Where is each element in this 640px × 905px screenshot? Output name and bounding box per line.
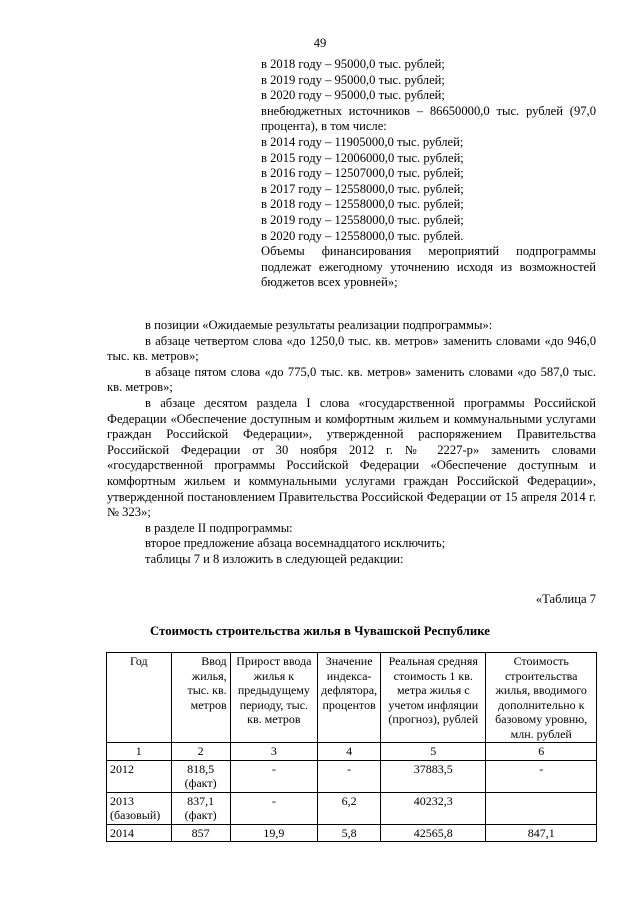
cell-deflator: 6,2 (318, 792, 381, 824)
cell-deflator: - (318, 760, 381, 792)
column-number: 4 (318, 743, 381, 761)
page-number: 49 (313, 36, 327, 50)
body-text (107, 318, 596, 568)
cell-construction-cost: - (486, 760, 597, 792)
body-paragraph: таблицы 7 и 8 изложить в следующей редакции: (145, 551, 404, 566)
volumes-note: Объемы финансирования мероприятий подпрограммы подлежат ежегодному уточнению исходя из возможностей бюджетов всех уровней»; (261, 244, 596, 290)
body-paragraph: в позиции «Ожидаемые результаты реализации подпрограммы»: (145, 318, 493, 332)
cell-housing-input: 857 (171, 824, 230, 842)
financing-line: в 2020 году – 95000,0 тыс. рублей; (261, 88, 445, 103)
cell-housing-input: 818,5 (факт) (171, 760, 230, 792)
extrabudget-line: в 2014 году – 11905000,0 тыс. рублей; (261, 134, 464, 149)
body-paragraph: в абзаце пятом слова «до 775,0 тыс. кв. метров» заменить словами «до 587,0 тыс. кв. метров»; (107, 364, 596, 395)
header-year: Год (107, 653, 172, 743)
body-paragraph: второе предложение абзаца восемнадцатого исключить; (145, 536, 446, 551)
cell-growth: - (230, 760, 318, 792)
extrabudget-line: в 2017 году – 12558000,0 тыс. рублей; (261, 181, 464, 196)
cell-year: 2013 (базовый) (107, 792, 172, 824)
cell-real-cost: 37883,5 (381, 760, 486, 792)
header-deflator: Значение индекса-дефлятора, процентов (318, 653, 381, 743)
column-number: 3 (230, 743, 318, 761)
extrabudget-line: в 2016 году – 12507000,0 тыс. рублей; (261, 166, 464, 181)
body-paragraph: в абзаце десятом раздела I слова «государственной программы Российской Федерации «Обеспечение доступным и комфортным жильем и коммунальными услугами граждан Российской Федерации», утвержденной распоряжением Правительства Российской Федерации от 30 ноября 2012 г. № 2227-р» заменить словами «государственной программы Российской Федерации «Обеспечение доступным и комфортным жильем и коммунальными услугами граждан Российской Федерации», утвержденной постановлением Правительства Российской Федерации от 15 апреля 2014 г. № 323»; (107, 395, 596, 520)
table-row (107, 824, 597, 842)
column-number-row (107, 743, 597, 761)
table-row (107, 792, 597, 824)
column-number: 6 (486, 743, 597, 761)
extrabudget-text: внебюджетных источников – 86650000,0 тыс. рублей (97,0 процента), в том числе: (261, 103, 596, 134)
extrabudget-line: в 2015 году – 12006000,0 тыс. рублей; (261, 150, 464, 165)
header-real-cost: Реальная средняя стоимость 1 кв. метра жилья с учетом инфляции (прогноз), рублей (381, 653, 486, 743)
column-number: 2 (171, 743, 230, 761)
extrabudget-line: в 2018 году – 12558000,0 тыс. рублей; (261, 197, 464, 212)
header-construction-cost: Стоимость строительства жилья, вводимого дополнительно к базовому уровню, млн. рублей (486, 653, 597, 743)
cell-construction-cost (486, 792, 597, 824)
cell-housing-input: 837,1 (факт) (171, 792, 230, 824)
table-label: «Таблица 7 (535, 592, 596, 606)
header-growth: Прирост ввода жилья к предыдущему периоду, тыс. кв. метров (230, 653, 318, 743)
cell-year: 2012 (107, 760, 172, 792)
cell-real-cost: 40232,3 (381, 792, 486, 824)
cell-growth: - (230, 792, 318, 824)
financing-block (261, 57, 596, 291)
table-title: Стоимость строительства жилья в Чувашской Республике (150, 624, 490, 638)
cell-construction-cost: 847,1 (486, 824, 597, 842)
cell-growth: 19,9 (230, 824, 318, 842)
financing-line: в 2018 году – 95000,0 тыс. рублей; (261, 57, 445, 71)
cell-year: 2014 (107, 824, 172, 842)
table-row (107, 760, 597, 792)
extrabudget-line: в 2019 году – 12558000,0 тыс. рублей; (261, 212, 464, 227)
body-paragraph: в абзаце четвертом слова «до 1250,0 тыс. кв. метров» заменить словами «до 946,0 тыс. кв. метров»; (107, 333, 596, 364)
column-number: 5 (381, 743, 486, 761)
table-header-row (107, 653, 597, 743)
extrabudget-line: в 2020 году – 12558000,0 тыс. рублей. (261, 228, 464, 243)
financing-line: в 2019 году – 95000,0 тыс. рублей; (261, 72, 445, 87)
cell-deflator: 5,8 (318, 824, 381, 842)
column-number: 1 (107, 743, 172, 761)
cell-real-cost: 42565,8 (381, 824, 486, 842)
header-housing-input: Ввод жилья, тыс. кв. метров (171, 653, 230, 743)
cost-table (106, 652, 597, 842)
body-paragraph: в разделе II подпрограммы: (145, 520, 293, 535)
